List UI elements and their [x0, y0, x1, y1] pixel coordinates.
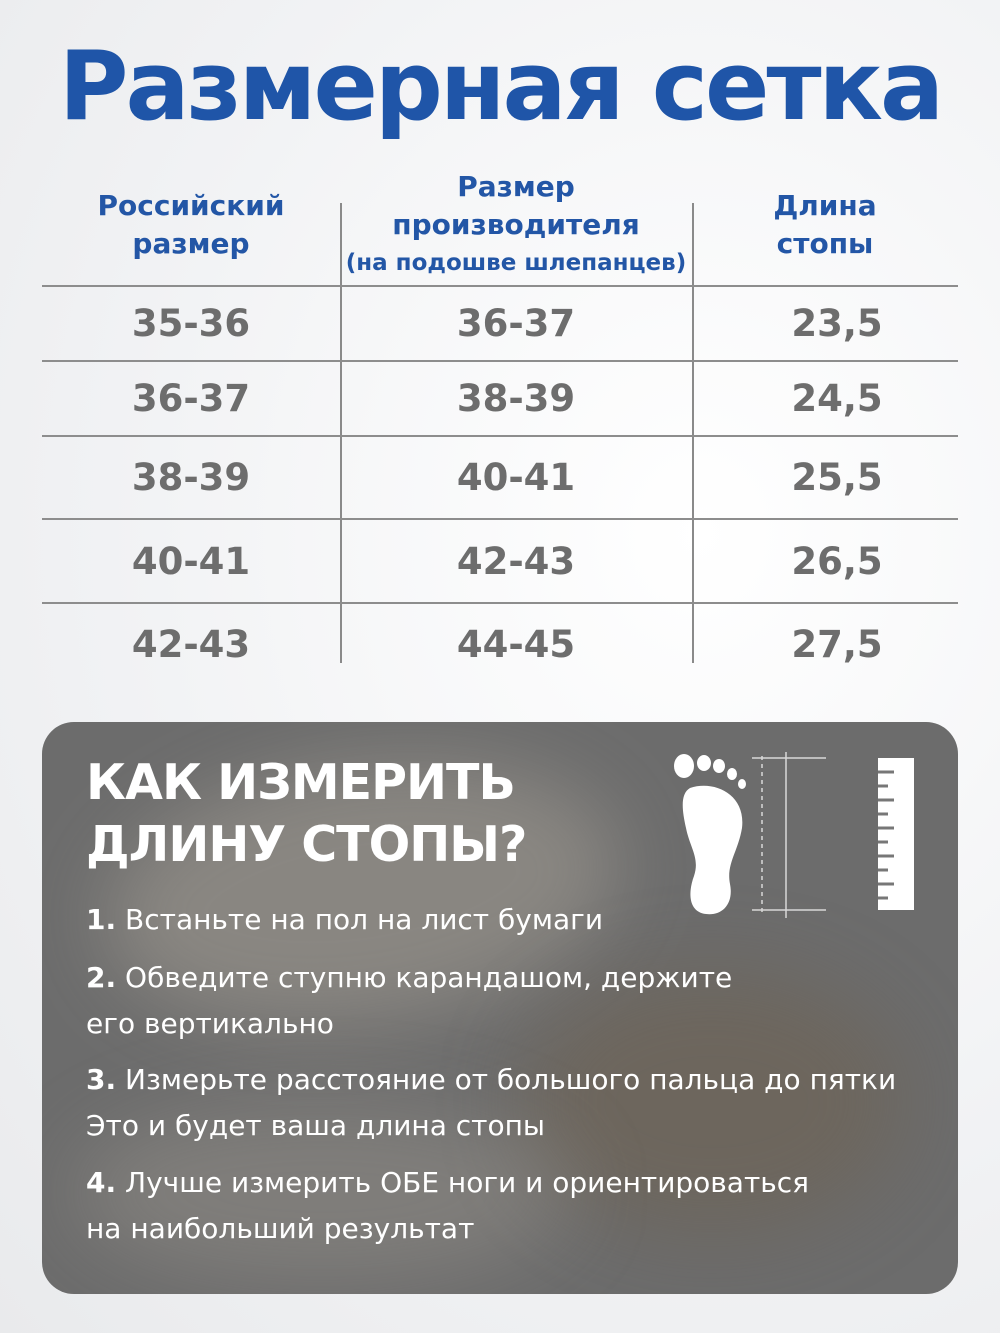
- header-foot-length: [692, 165, 958, 285]
- header-line: стопы: [776, 227, 874, 260]
- cell-manufacturer-size: 36-37: [456, 302, 576, 345]
- step-number: 1.: [86, 903, 117, 936]
- cell-foot-length: 27,5: [791, 622, 883, 666]
- step-3: [86, 1057, 946, 1149]
- cell-foot-length: 25,5: [791, 456, 883, 499]
- size-table: [42, 165, 958, 666]
- how-to-title-line: ДЛИНУ СТОПЫ?: [86, 816, 527, 873]
- step-text: Встаньте на пол на лист бумаги: [125, 903, 604, 936]
- cell-manufacturer-size: 40-41: [456, 456, 576, 499]
- step-text: его вертикально: [86, 1007, 334, 1040]
- cell-foot-length: 24,5: [791, 377, 883, 420]
- step-text: на наибольший результат: [86, 1212, 475, 1245]
- cell-manufacturer-size: 38-39: [456, 377, 576, 420]
- how-to-title: [86, 752, 526, 876]
- step-number: 3.: [86, 1063, 117, 1096]
- header-note: (на подошве шлепанцев): [345, 250, 687, 276]
- step-number: 4.: [86, 1166, 117, 1199]
- measure-lines: [752, 752, 826, 918]
- cell-foot-length: 23,5: [791, 302, 883, 345]
- cell-russian-size: 36-37: [131, 377, 251, 420]
- foot-icon: [674, 754, 746, 914]
- header-line: производителя: [392, 208, 640, 241]
- cell-manufacturer-size: 44-45: [456, 622, 576, 666]
- step-text: Лучше измерить ОБЕ ноги и ориентироваться: [125, 1166, 810, 1199]
- cell-russian-size: 42-43: [131, 622, 251, 666]
- step-number: 2.: [86, 961, 117, 994]
- cell-russian-size: 35-36: [131, 302, 251, 345]
- header-line: размер: [132, 227, 250, 260]
- cell-russian-size: 40-41: [131, 539, 251, 583]
- page-title: Размерная сетка: [58, 32, 942, 142]
- header-line: Длина: [773, 189, 877, 222]
- header-line: Российский: [97, 189, 285, 222]
- how-to-measure-panel: [42, 722, 958, 1294]
- cell-foot-length: 26,5: [791, 539, 883, 583]
- step-2: [86, 955, 946, 1047]
- ruler-icon: [878, 758, 914, 910]
- step-text: Обведите ступню карандашом, держите: [125, 961, 733, 994]
- header-manufacturer-size: [340, 165, 692, 285]
- step-1: [86, 897, 946, 943]
- step-text: Измерьте расстояние от большого пальца до пятки: [125, 1063, 897, 1096]
- cell-russian-size: 38-39: [131, 456, 251, 499]
- cell-manufacturer-size: 42-43: [456, 539, 576, 583]
- how-to-title-line: КАК ИЗМЕРИТЬ: [86, 754, 515, 811]
- header-russian-size: [42, 165, 340, 285]
- step-text: Это и будет ваша длина стопы: [86, 1109, 546, 1142]
- header-line: Размер: [457, 170, 575, 203]
- step-4: [86, 1160, 946, 1252]
